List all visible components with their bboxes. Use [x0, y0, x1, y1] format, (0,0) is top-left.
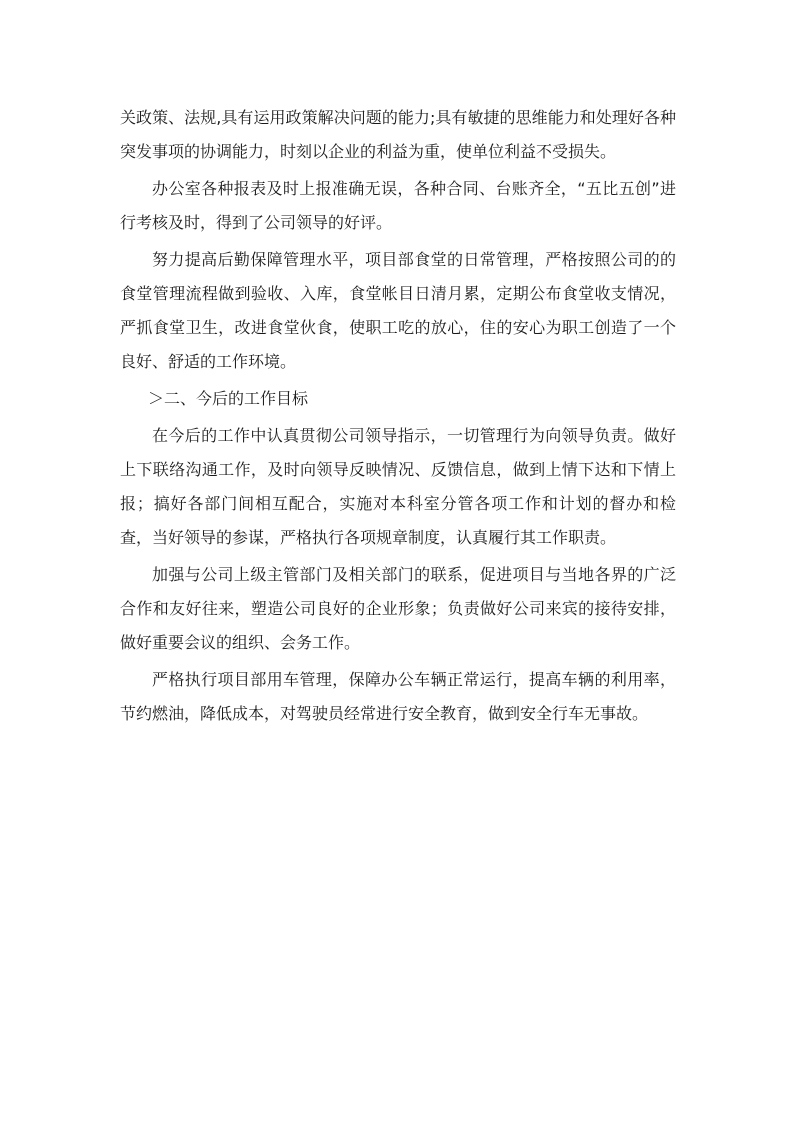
- paragraph-continuation: 关政策、法规,具有运用政策解决问题的能力;具有敏捷的思维能力和处理好各种突发事项的协调能力，时刻以企业的利益为重，使单位利益不受损失。: [120, 108, 676, 161]
- paragraph-leadership: 在今后的工作中认真贯彻公司领导指示，一切管理行为向领导负责。做好上下联络沟通工作，及时向领导反映情况、反馈信息，做到上情下达和下情上报；搞好各部门间相互配合，实施对本科室分管各项工作和计划的督办和检查，当好领导的参谋，严格执行各项规章制度，认真履行其工作职责。: [120, 426, 676, 547]
- paragraph-logistics: 努力提高后勤保障管理水平，项目部食堂的日常管理，严格按照公司的的食堂管理流程做到验收、入库，食堂帐目日清月累，定期公布食堂收支情况，严抓食堂卫生，改进食堂伙食，使职工吃的放心，住的安心为职工创造了一个良好、舒适的工作环境。: [120, 250, 676, 371]
- paragraph-external-relations: 加强与公司上级主管部门及相关部门的联系，促进项目与当地各界的广泛合作和友好往来，塑造公司良好的企业形象；负责做好公司来宾的接待安排，做好重要会议的组织、会务工作。: [120, 565, 676, 652]
- paragraph-reports: 办公室各种报表及时上报准确无误，各种合同、台账齐全，“五比五创”进行考核及时，得到了公司领导的好评。: [120, 179, 676, 232]
- paragraph-vehicle-management: 严格执行项目部用车管理，保障办公车辆正常运行，提高车辆的利用率，节约燃油，降低成本，对驾驶员经常进行安全教育，做到安全行车无事故。: [120, 670, 676, 723]
- section-heading-future-goals: ＞二、今后的工作目标: [148, 389, 309, 408]
- document-body: [120, 101, 676, 734]
